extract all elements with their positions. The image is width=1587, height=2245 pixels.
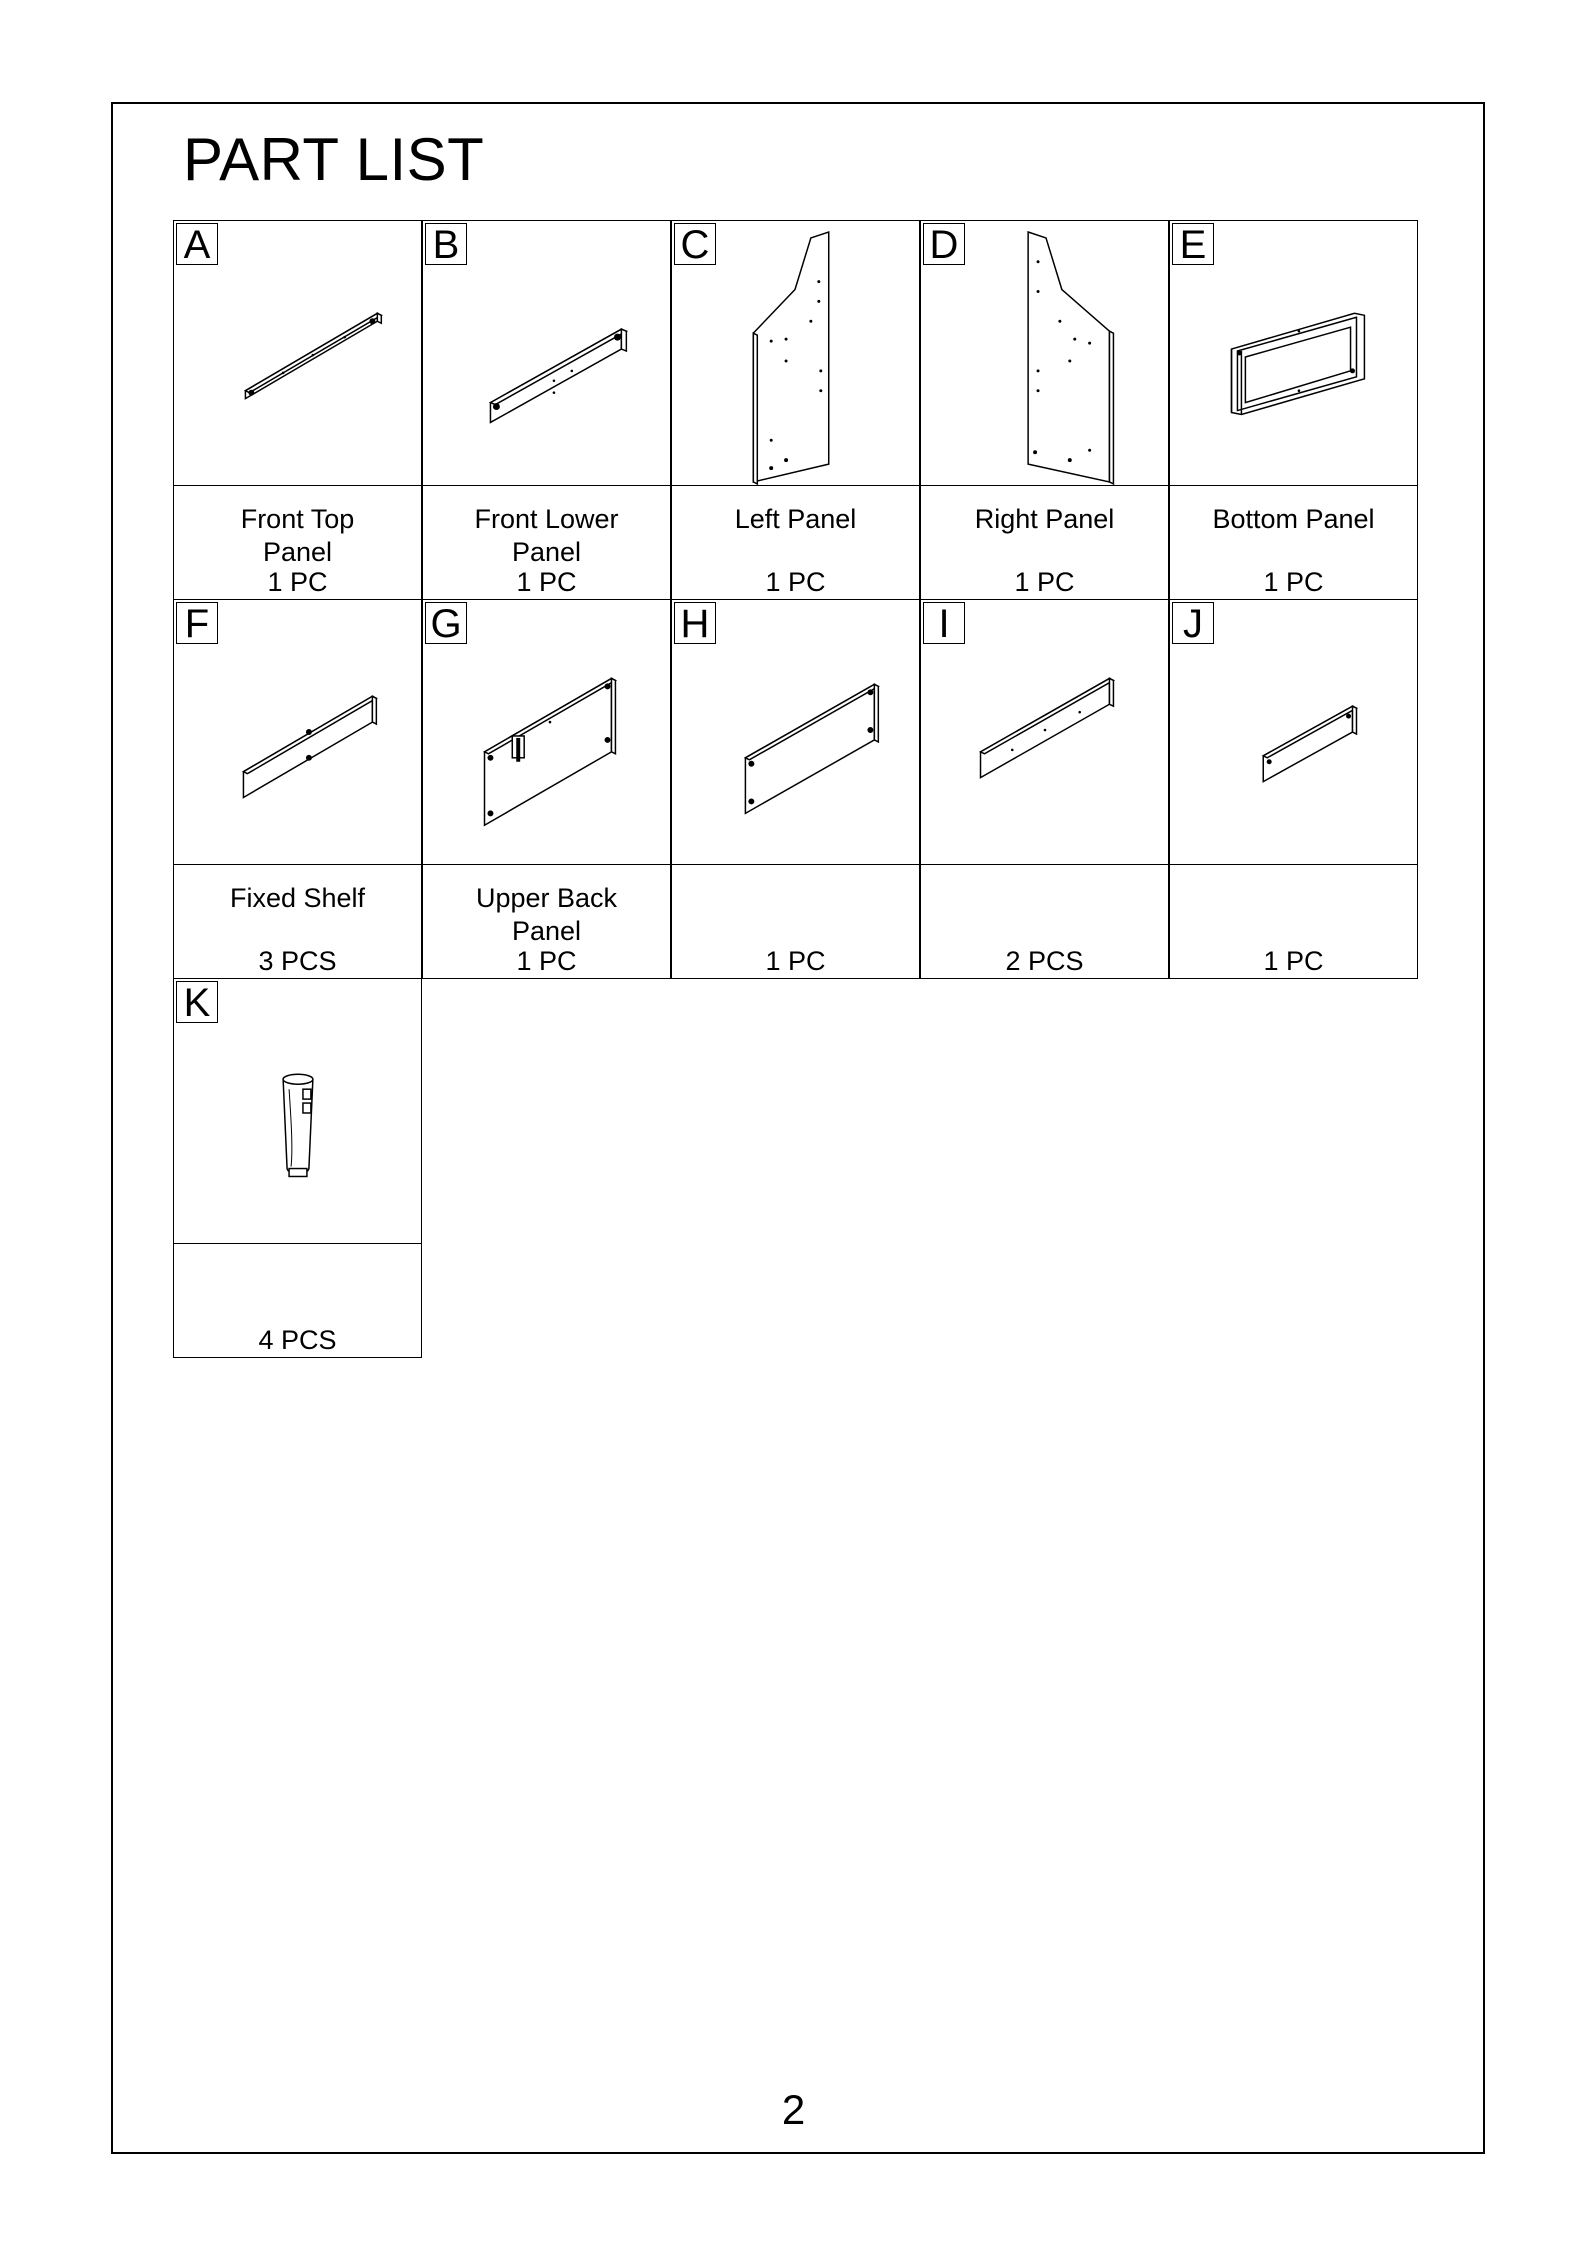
part-cell-e [1169,220,1418,600]
part-quantity: 3 PCS [258,946,337,976]
part-letter: A [176,223,218,265]
part-quantity: 1 PC [765,567,826,597]
part-cell-g [422,599,671,979]
part-cell-c [671,220,920,600]
part-letter: C [674,223,716,265]
part-letter: D [923,223,965,265]
part-letter: J [1172,602,1214,644]
part-quantity: 1 PC [1263,567,1324,597]
part-quantity: 1 PC [516,946,577,976]
part-quantity: 1 PC [765,946,826,976]
part-letter: G [425,602,467,644]
part-quantity: 1 PC [1263,946,1324,976]
part-cell-d [920,220,1169,600]
parts-grid [173,220,1418,1357]
part-quantity: 1 PC [516,567,577,597]
part-name: Left Panel [734,504,857,534]
part-letter: I [923,602,965,644]
part-quantity: 4 PCS [258,1325,337,1355]
part-name: Front Lower Panel [474,504,619,567]
part-letter: K [176,981,218,1023]
part-cell-h [671,599,920,979]
part-name: Right Panel [974,504,1115,534]
part-letter: E [1172,223,1214,265]
part-quantity: 1 PC [267,567,328,597]
part-cell-j [1169,599,1418,979]
part-name: Front Top Panel [240,504,355,567]
page-title: PART LIST [183,126,485,193]
part-quantity: 2 PCS [1005,946,1084,976]
part-name: Upper Back Panel [475,883,618,946]
part-letter: H [674,602,716,644]
part-cell-k [173,978,422,1358]
part-name: Fixed Shelf [229,883,366,913]
part-cell-f [173,599,422,979]
part-letter: B [425,223,467,265]
part-cell-b [422,220,671,600]
part-quantity: 1 PC [1014,567,1075,597]
part-cell-i [920,599,1169,979]
part-letter: F [176,602,218,644]
part-name: Bottom Panel [1212,504,1375,534]
part-cell-a [173,220,422,600]
page-number: 2 [781,2086,806,2133]
